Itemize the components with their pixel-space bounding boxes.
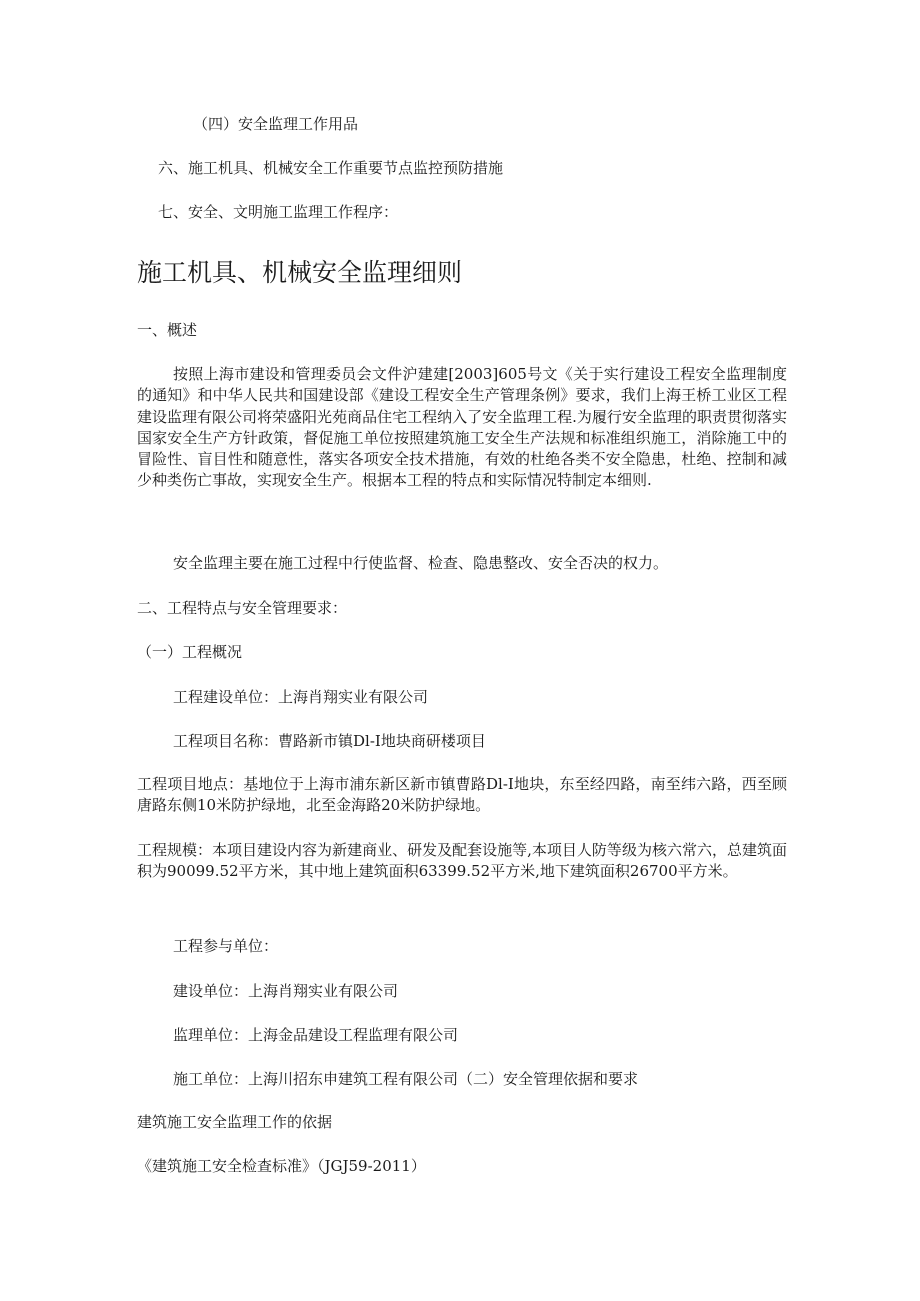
section-2-heading: 二、工程特点与安全管理要求： [137, 599, 348, 617]
basis-heading: 建筑施工安全监理工作的依据 [137, 1113, 333, 1131]
toc-item-7: 七、安全、文明施工监理工作程序： [158, 203, 399, 221]
project-owner: 工程建设单位：上海肖翔实业有限公司 [173, 688, 429, 706]
overview-paragraph: 按照上海市建设和管理委员会文件沪建建[2003]605号文《关于实行建设工程安全监理制度的通知》和中华人民共和国建设部《建设工程安全生产管理条例》要求，我们上海王桥工业区工程建设监理有限公司将荣盛阳光苑商品住宅工程纳入了安全监理工程.为履行安全监理的职责贯彻落实国家安全生产方针政策，督促施工单位按照建筑施工安全生产法规和标准组织施工，消除施工中的冒险性、盲目性和随意性，落实各项安全技术措施，有效的杜绝各类不安全隐患，杜绝、控制和减少种类伤亡事故，实现安全生产。根据本工程的特点和实际情况特制定本细则. [137, 365, 787, 490]
document-title: 施工机具、机械安全监理细则 [137, 258, 463, 287]
toc-item-6: 六、施工机具、机械安全工作重要节点监控预防措施 [158, 159, 504, 177]
authority-paragraph: 安全监理主要在施工过程中行使监督、检查、隐患整改、安全否决的权力。 [173, 554, 669, 572]
supervisor-unit: 监理单位：上海金品建设工程监理有限公司 [173, 1026, 459, 1044]
section-1-heading: 一、概述 [137, 321, 198, 339]
builder-unit: 建设单位：上海肖翔实业有限公司 [173, 982, 399, 1000]
participants-heading: 工程参与单位： [173, 937, 279, 955]
project-overview-heading: （一）工程概况 [137, 643, 243, 661]
toc-item-4: （四）安全监理工作用品 [193, 115, 359, 133]
project-name: 工程项目名称：曹路新市镇Dl-I地块商研楼项目 [173, 732, 486, 750]
safety-standard: 《建筑施工安全检查标准》（JGJ59-2011） [137, 1157, 426, 1175]
project-location: 工程项目地点：基地位于上海市浦东新区新市镇曹路Dl-I地块，东至经四路，南至纬六路，西至顾唐路东侧10米防护绿地，北至金海路20米防护绿地。 [137, 775, 787, 815]
project-scale: 工程规模：本项目建设内容为新建商业、研发及配套设施等,本项目人防等级为核六常六，总建筑面积为90099.52平方米，其中地上建筑面积63399.52平方米,地下建筑面积26700平方米。 [137, 841, 787, 881]
contractor-unit: 施工单位：上海川招东申建筑工程有限公司（二）安全管理依据和要求 [173, 1070, 639, 1088]
